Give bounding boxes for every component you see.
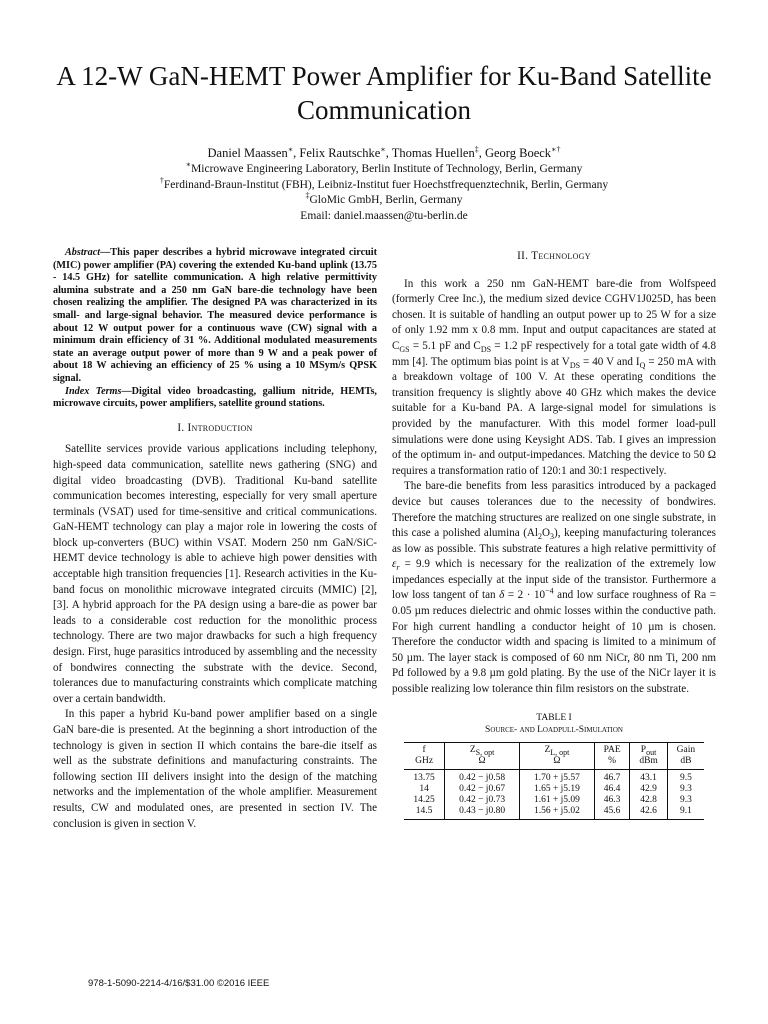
cell-pae: 46.7 xyxy=(594,769,629,784)
cell-zl: 1.65 + j5.19 xyxy=(520,784,595,795)
abstract-text: —This paper describes a hybrid microwave integrated circuit (MIC) power amplifier (PA) covering the extended Ku-band uplink (13.75 - 14.5 GHz) for satellite communication. A high relative permittivity alumina substrate and a 250 nm GaN bare-die technology have been chosen realizing the amplifier. The designed PA was characterized in its small- and large-signal behavior. The measured device performance is about 12 W output power for a continuous wave (CW) signal with a minimum drain efficiency of 31 %. Additional modulated measurements state an average output power of more than 9 W and a peak power of about 18 W achieving an efficiency of 25 % using a 10 MSym/s QPSK signal. xyxy=(53,247,377,384)
cell-pae: 46.3 xyxy=(594,795,629,806)
author-name: Felix Rautschke xyxy=(299,146,381,160)
table-row xyxy=(404,784,704,795)
affiliation-mark: ∗ xyxy=(287,144,294,154)
technology-paragraph-1: In this work a 250 nm GaN-HEMT bare-die from Wolfspeed (formerly Cree Inc.), the medium sized device CGHV1J025D, has been chosen. It is suitable of handling an output power up to 25 W for a size of only 1.92 mm x 0.8 mm. Input and output capacitances are stated at $C_{GS} = 5.1$ pF and $C_{DS} = 1.2$ pF respectively for a total gate width of 4.8 mm [4]. The optimum bias point is at $V_{DS} = 40$ V and $I_Q = 250$ mA with a breakdown voltage of 100 V. At these operating conditions the transition frequency is slightly above 40 GHz which makes the device suitable for a Ku-band PA. A large-signal model for simulations is provided by the manufacturer. With this model former load-pull simulations were done using Keysight ADS. Tab. I gives an impression of the optimum in- and output-impedances. Matching the device to 50 Ω requires a transformation ratio of 120:1 and 30:1 respectively. xyxy=(392,277,717,477)
author-name: Thomas Huellen xyxy=(391,146,475,160)
copyright-footer: 978-1-5090-2214-4/16/$31.00 ©2016 IEEE xyxy=(88,978,270,989)
abstract xyxy=(53,247,377,386)
cell-zs: 0.42 − j0.67 xyxy=(445,784,520,795)
cell-pout: 42.8 xyxy=(630,795,667,806)
affiliation-mark: ‡ xyxy=(474,144,479,154)
paper-title: A 12-W GaN-HEMT Power Amplifier for Ku-Band Satellite Communication xyxy=(56,61,712,125)
table-row xyxy=(404,769,704,784)
affiliation-mark: ∗ xyxy=(380,144,386,154)
author-name: Daniel Maassen xyxy=(207,146,288,160)
loadpull-table xyxy=(404,742,704,820)
email-line: Email: daniel.maassen@tu-berlin.de xyxy=(300,209,468,222)
table-row xyxy=(404,795,704,806)
table-row xyxy=(404,806,704,820)
affiliation-mark: ∗† xyxy=(551,144,561,154)
cell-pae: 46.4 xyxy=(594,784,629,795)
index-terms-label: Index Terms xyxy=(65,385,122,397)
abstract-label: Abstract xyxy=(65,247,101,258)
affiliations xyxy=(20,162,748,224)
unit-zl: Ω xyxy=(520,756,595,770)
intro-paragraph-2: In this paper a hybrid Ku-band power amplifier based on a single GaN bare-die is presented. At the beginning a short introduction of the technology is given in section II which contains the bare-die itself as well as the substrate definitions and manufacturing constraints. The following section III delivers insight into the design of the matching networks and the implementation of the whole amplifier. Measurement results, CW and modulated ones, are presented in section IV. The conclusion is given in section V. xyxy=(53,708,377,830)
cell-gain: 9.3 xyxy=(667,795,704,806)
author-list: Daniel Maassen∗, Felix Rautschke∗, Thomas Huellen‡, Georg Boeck∗† xyxy=(207,144,561,160)
cell-f: 14.5 xyxy=(404,806,445,820)
affiliation-line: †Ferdinand-Braun-Institut (FBH), Leibniz-Institut fuer Hoechstfrequenztechnik, Berlin, Germany xyxy=(159,175,609,191)
author-name: Georg Boeck xyxy=(484,146,552,160)
unit-f: GHz xyxy=(404,756,445,770)
header-f: f xyxy=(404,742,445,756)
unit-zs: Ω xyxy=(445,756,520,770)
cell-pae: 45.6 xyxy=(594,806,629,820)
cell-f: 14.25 xyxy=(413,794,435,805)
index-terms-text: —Digital video broadcasting, gallium nitride, HEMTs, microwave circuits, power amplifiers, satellite ground stations. xyxy=(53,385,377,410)
header-pae: PAE xyxy=(594,742,629,756)
cell-gain: 9.1 xyxy=(667,806,704,820)
header-zl: $Z_{L, opt}$ xyxy=(520,742,595,756)
section-heading-technology: II. Technology xyxy=(517,250,591,262)
intro-paragraph-1: Satellite services provide various applications including telephony, high-speed data communication, satellite news gathering (SNG) and digital video broadcasting (DVB). Traditional Ku-band satellite communication becomes interesting, especially for very small aperture terminals (VSAT) used for time-sensitive and critical communications. GaN-HEMT technology can play a major role in lowering the costs of block up-converters (BUC) within VSAT. Modern 250 nm GaN/SiC-HEMT device technology is able to achieve high power densities with acceptable high transition frequencies [1]. Research activities in the Ku-band focus on monolithic microwave integrated circuits (MMIC) [2], [3]. A hybrid approach for the PA design using a bare-die as power bar leads to a considerable cost reduction for the monolithic process technology. There are two major drawbacks for such a high frequency design. First, huge parasitics introduced by assembling and the necessity of bondwires connecting the substrate with the device. Second, tolerances due to manufacturing constraints which complicate matching over a certain bandwidth. xyxy=(53,443,377,705)
table-title: TABLE I xyxy=(536,712,572,723)
cell-f: 14 xyxy=(419,783,429,794)
cell-pout: 43.1 xyxy=(630,769,667,784)
cell-zs: 0.42 − j0.73 xyxy=(445,795,520,806)
technology-paragraph-2: The bare-die benefits from less parasitics introduced by a packaged device but causes tolerances due to the necessity of bondwires. Therefore the matching structures are realized on one single substrate, in this case a polished alumina $(Al_2O_3)$, keeping manufacturing tolerances as low as possible. This substrate features a high relative permittivity of $\varepsilon_r = 9.9$ which is necessary for the realization of the extremely low impedances especially at the input side of the transistor. Furthermore a low loss tangent of $\tan \delta = 2 \cdot 10^{-4}$ and low surface roughness of Ra = 0.05 µm reduces dielectric and ohmic losses within the conductive path. For high current handling a conductor height of 10 µm is chosen. Therefore the conductor width and spacing is limited to a minimum of 50 µm. The layer stack is composed of 60 nm NiCr, 80 nm Ti, 200 nm Pd followed by a 9.8 µm gold plating. By the use of the NiCr layer it is possible realizing low tolerance thin film resistors on the substrate. xyxy=(392,480,717,696)
table-header-row xyxy=(404,742,704,756)
cell-pout: 42.9 xyxy=(630,784,667,795)
cell-zs: 0.42 − j0.58 xyxy=(445,769,520,784)
right-column xyxy=(392,247,716,820)
section-heading-introduction: I. Introduction xyxy=(177,421,253,434)
cell-pout: 42.6 xyxy=(630,806,667,820)
left-column xyxy=(53,247,377,832)
affiliation-line: ∗Microwave Engineering Laboratory, Berlin Institute of Technology, Berlin, Germany xyxy=(185,160,583,175)
cell-zl: 1.56 + j5.02 xyxy=(520,806,595,820)
cell-zl: 1.61 + j5.09 xyxy=(520,795,595,806)
cell-zs: 0.43 − j0.80 xyxy=(445,806,520,820)
cell-gain: 9.3 xyxy=(667,784,704,795)
index-terms xyxy=(53,386,377,411)
affiliation-line: ‡GloMic GmbH, Berlin, Germany xyxy=(305,191,463,206)
cell-f: 13.75 xyxy=(413,772,435,783)
cell-gain: 9.5 xyxy=(667,769,704,784)
header-zs: $Z_{S, opt}$ xyxy=(445,742,520,756)
header-gain: Gain xyxy=(667,742,704,756)
unit-pout: dBm xyxy=(630,756,667,770)
table-caption: Source- and Loadpull-Simulation xyxy=(485,724,623,735)
cell-zl: 1.70 + j5.57 xyxy=(520,769,595,784)
unit-pae: % xyxy=(594,756,629,770)
header-pout: $P_{out}$ xyxy=(630,742,667,756)
unit-gain: dB xyxy=(667,756,704,770)
table-unit-row xyxy=(404,756,704,770)
